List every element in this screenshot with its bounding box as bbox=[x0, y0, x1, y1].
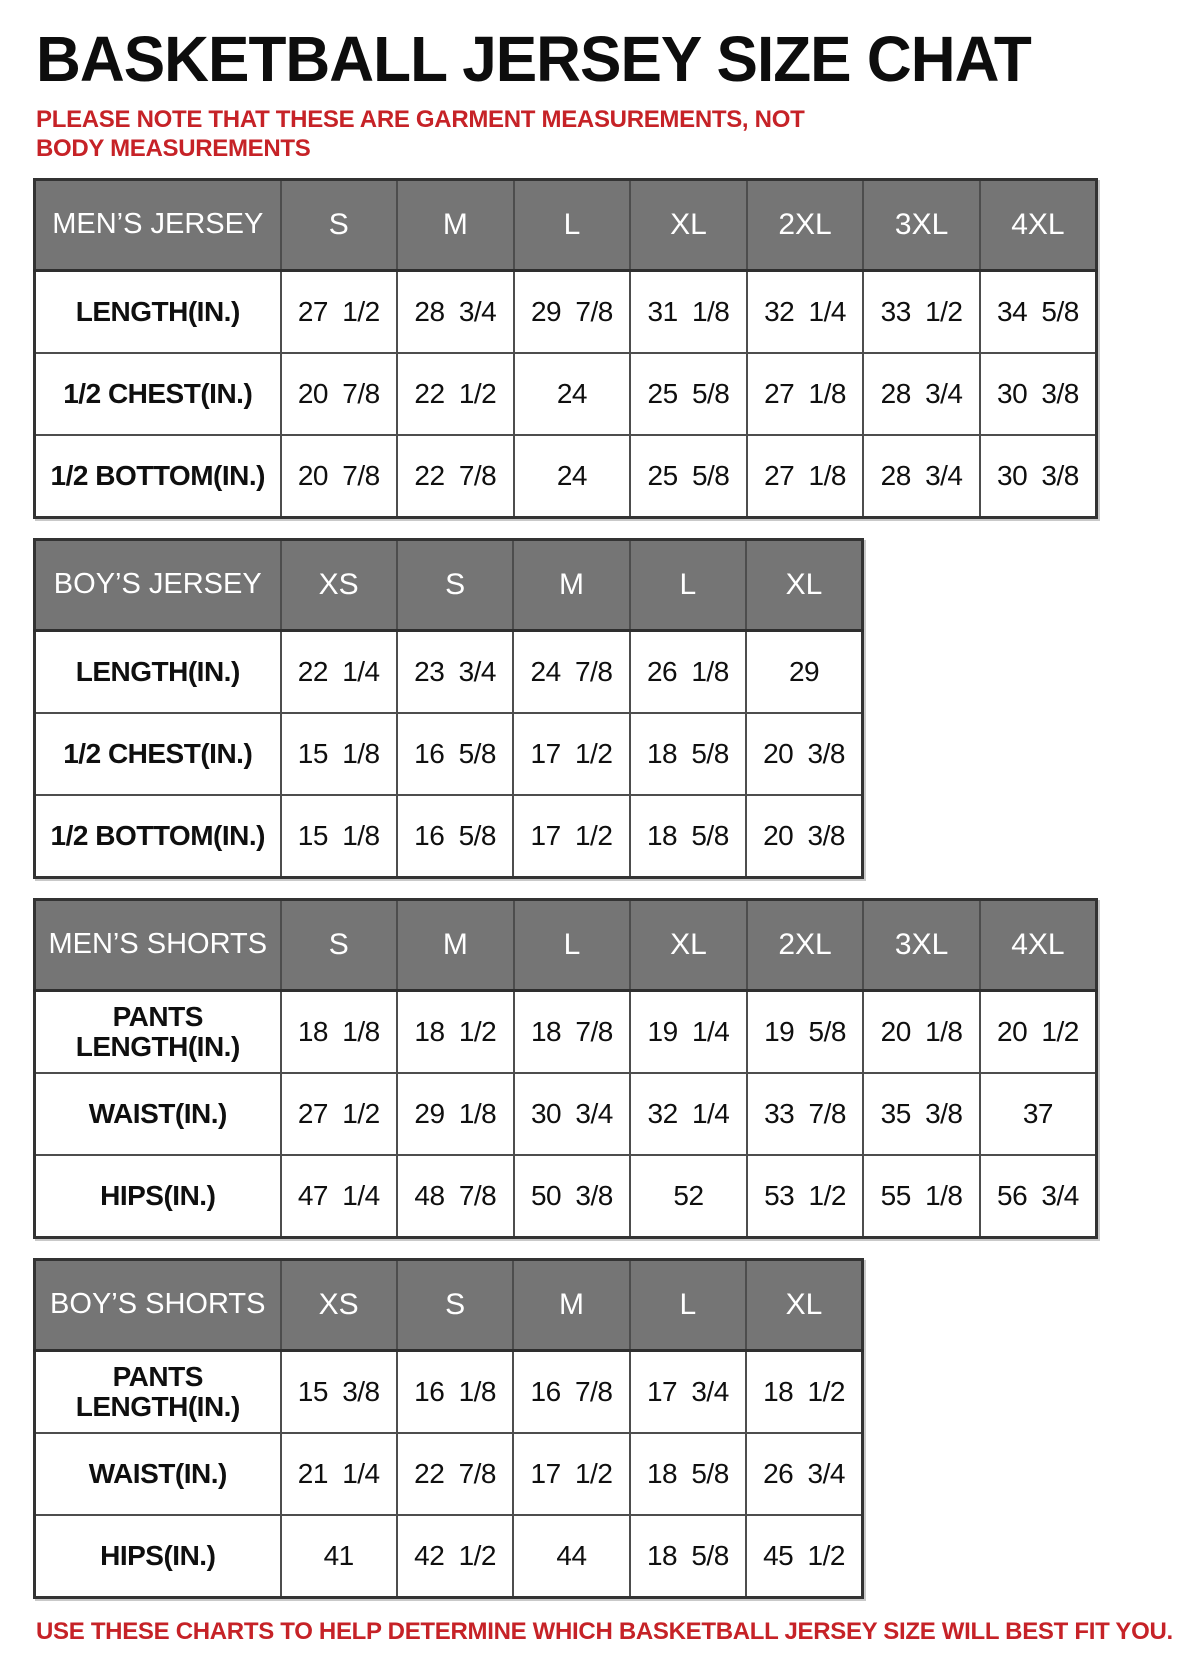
measurement-row bbox=[35, 1515, 863, 1598]
measurement-value-cell: 28 3/4 bbox=[863, 353, 980, 435]
measurement-value-cell: 24 bbox=[514, 353, 631, 435]
measurement-label: WAIST(IN.) bbox=[35, 1073, 281, 1155]
measurement-value-cell: 28 3/4 bbox=[397, 270, 514, 353]
measurement-value-cell: 18 5/8 bbox=[630, 795, 746, 878]
measurement-value-cell: 42 1/2 bbox=[397, 1515, 513, 1598]
boys-jersey-header-row bbox=[35, 539, 863, 630]
size-tables-container bbox=[33, 178, 1170, 1599]
measurement-value-cell: 32 1/4 bbox=[630, 1073, 747, 1155]
measurement-label: PANTS LENGTH(IN.) bbox=[35, 1350, 281, 1433]
mens-shorts-header-row bbox=[35, 899, 1097, 990]
measurement-value-cell: 17 1/2 bbox=[513, 1433, 629, 1515]
boys-jersey-table bbox=[33, 538, 864, 879]
measurement-value-cell: 45 1/2 bbox=[746, 1515, 862, 1598]
size-header-cell: XL bbox=[746, 539, 862, 630]
size-header-cell: S bbox=[397, 539, 513, 630]
measurement-value-cell: 48 7/8 bbox=[397, 1155, 514, 1238]
measurement-label: 1/2 BOTTOM(IN.) bbox=[35, 795, 281, 878]
measurement-label: WAIST(IN.) bbox=[35, 1433, 281, 1515]
measurement-value-cell: 24 7/8 bbox=[513, 630, 629, 713]
measurement-value-cell: 41 bbox=[281, 1515, 397, 1598]
measurement-value-cell: 33 7/8 bbox=[747, 1073, 864, 1155]
size-header-cell: M bbox=[513, 539, 629, 630]
measurement-value-cell: 22 1/2 bbox=[397, 353, 514, 435]
measurement-value-cell: 20 3/8 bbox=[746, 795, 862, 878]
boys-shorts-title-cell: BOY’S SHORTS bbox=[35, 1259, 281, 1350]
measurement-value-cell: 24 bbox=[514, 435, 631, 518]
measurement-value-cell: 18 5/8 bbox=[630, 1433, 746, 1515]
measurement-value-cell: 27 1/8 bbox=[747, 353, 864, 435]
measurement-row bbox=[35, 990, 1097, 1073]
measurement-value-cell: 20 7/8 bbox=[281, 353, 398, 435]
measurement-value-cell: 17 3/4 bbox=[630, 1350, 746, 1433]
measurement-value-cell: 22 7/8 bbox=[397, 435, 514, 518]
measurement-value-cell: 35 3/8 bbox=[863, 1073, 980, 1155]
measurement-label: LENGTH(IN.) bbox=[35, 270, 281, 353]
measurement-value-cell: 26 3/4 bbox=[746, 1433, 862, 1515]
measurement-value-cell: 16 5/8 bbox=[397, 795, 513, 878]
measurement-value-cell: 27 1/8 bbox=[747, 435, 864, 518]
measurement-value-cell: 15 3/8 bbox=[281, 1350, 397, 1433]
measurement-value-cell: 20 1/2 bbox=[980, 990, 1097, 1073]
mens-shorts-title-cell: MEN’S SHORTS bbox=[35, 899, 281, 990]
measurement-value-cell: 30 3/4 bbox=[514, 1073, 631, 1155]
boys-jersey-title-cell: BOY’S JERSEY bbox=[35, 539, 281, 630]
measurement-value-cell: 20 1/8 bbox=[863, 990, 980, 1073]
boys-shorts-table bbox=[33, 1258, 864, 1599]
measurement-value-cell: 30 3/8 bbox=[980, 435, 1097, 518]
measurement-value-cell: 15 1/8 bbox=[281, 795, 397, 878]
measurement-value-cell: 31 1/8 bbox=[630, 270, 747, 353]
size-header-cell: L bbox=[630, 539, 746, 630]
size-header-cell: S bbox=[281, 179, 398, 270]
measurement-value-cell: 17 1/2 bbox=[513, 795, 629, 878]
size-header-cell: S bbox=[397, 1259, 513, 1350]
measurement-row bbox=[35, 270, 1097, 353]
measurement-value-cell: 29 1/8 bbox=[397, 1073, 514, 1155]
measurement-row bbox=[35, 1073, 1097, 1155]
size-header-cell: L bbox=[630, 1259, 746, 1350]
size-header-cell: XS bbox=[281, 539, 397, 630]
measurement-value-cell: 18 5/8 bbox=[630, 713, 746, 795]
size-header-cell: 4XL bbox=[980, 179, 1097, 270]
size-header-cell: XL bbox=[630, 179, 747, 270]
measurement-label: 1/2 CHEST(IN.) bbox=[35, 713, 281, 795]
measurement-value-cell: 18 1/2 bbox=[397, 990, 514, 1073]
measurement-value-cell: 56 3/4 bbox=[980, 1155, 1097, 1238]
measurement-value-cell: 29 bbox=[746, 630, 862, 713]
measurement-row bbox=[35, 713, 863, 795]
measurement-row bbox=[35, 435, 1097, 518]
mens-jersey-title-cell: MEN’S JERSEY bbox=[35, 179, 281, 270]
size-header-cell: XL bbox=[630, 899, 747, 990]
size-header-cell: 4XL bbox=[980, 899, 1097, 990]
mens-jersey-header-row bbox=[35, 179, 1097, 270]
measurement-label: 1/2 CHEST(IN.) bbox=[35, 353, 281, 435]
garment-measurement-note: PLEASE NOTE THAT THESE ARE GARMENT MEASUREMENTS, NOT BODY MEASUREMENTS bbox=[36, 106, 805, 162]
measurement-value-cell: 21 1/4 bbox=[281, 1433, 397, 1515]
measurement-value-cell: 17 1/2 bbox=[513, 713, 629, 795]
measurement-value-cell: 47 1/4 bbox=[281, 1155, 398, 1238]
measurement-value-cell: 18 7/8 bbox=[514, 990, 631, 1073]
size-header-cell: S bbox=[281, 899, 398, 990]
measurement-value-cell: 19 5/8 bbox=[747, 990, 864, 1073]
page-title: BASKETBALL JERSEY SIZE CHAT bbox=[36, 23, 1031, 95]
size-header-cell: L bbox=[514, 899, 631, 990]
measurement-row bbox=[35, 1433, 863, 1515]
measurement-row bbox=[35, 1350, 863, 1433]
size-header-cell: XS bbox=[281, 1259, 397, 1350]
measurement-value-cell: 55 1/8 bbox=[863, 1155, 980, 1238]
measurement-label: LENGTH(IN.) bbox=[35, 630, 281, 713]
measurement-value-cell: 30 3/8 bbox=[980, 353, 1097, 435]
size-header-cell: 2XL bbox=[747, 899, 864, 990]
measurement-label: HIPS(IN.) bbox=[35, 1155, 281, 1238]
measurement-value-cell: 16 1/8 bbox=[397, 1350, 513, 1433]
measurement-value-cell: 28 3/4 bbox=[863, 435, 980, 518]
size-header-cell: 3XL bbox=[863, 899, 980, 990]
measurement-value-cell: 53 1/2 bbox=[747, 1155, 864, 1238]
measurement-value-cell: 18 5/8 bbox=[630, 1515, 746, 1598]
measurement-value-cell: 34 5/8 bbox=[980, 270, 1097, 353]
measurement-value-cell: 16 7/8 bbox=[513, 1350, 629, 1433]
measurement-value-cell: 25 5/8 bbox=[630, 353, 747, 435]
measurement-value-cell: 18 1/8 bbox=[281, 990, 398, 1073]
measurement-value-cell: 20 7/8 bbox=[281, 435, 398, 518]
measurement-label: 1/2 BOTTOM(IN.) bbox=[35, 435, 281, 518]
measurement-value-cell: 20 3/8 bbox=[746, 713, 862, 795]
measurement-value-cell: 27 1/2 bbox=[281, 270, 398, 353]
measurement-value-cell: 18 1/2 bbox=[746, 1350, 862, 1433]
mens-jersey-table bbox=[33, 178, 1098, 519]
size-header-cell: L bbox=[514, 179, 631, 270]
measurement-row bbox=[35, 353, 1097, 435]
measurement-value-cell: 15 1/8 bbox=[281, 713, 397, 795]
measurement-value-cell: 16 5/8 bbox=[397, 713, 513, 795]
measurement-row bbox=[35, 1155, 1097, 1238]
measurement-value-cell: 22 1/4 bbox=[281, 630, 397, 713]
measurement-value-cell: 44 bbox=[513, 1515, 629, 1598]
measurement-value-cell: 23 3/4 bbox=[397, 630, 513, 713]
measurement-value-cell: 22 7/8 bbox=[397, 1433, 513, 1515]
footer-note: USE THESE CHARTS TO HELP DETERMINE WHICH BASKETBALL JERSEY SIZE WILL BEST FIT YOU. bbox=[36, 1617, 1173, 1645]
mens-shorts-table bbox=[33, 898, 1098, 1239]
measurement-value-cell: 37 bbox=[980, 1073, 1097, 1155]
measurement-value-cell: 27 1/2 bbox=[281, 1073, 398, 1155]
measurement-value-cell: 19 1/4 bbox=[630, 990, 747, 1073]
measurement-value-cell: 50 3/8 bbox=[514, 1155, 631, 1238]
measurement-label: PANTS LENGTH(IN.) bbox=[35, 990, 281, 1073]
boys-shorts-header-row bbox=[35, 1259, 863, 1350]
measurement-value-cell: 25 5/8 bbox=[630, 435, 747, 518]
measurement-row bbox=[35, 795, 863, 878]
measurement-value-cell: 26 1/8 bbox=[630, 630, 746, 713]
measurement-value-cell: 33 1/2 bbox=[863, 270, 980, 353]
measurement-value-cell: 32 1/4 bbox=[747, 270, 864, 353]
size-header-cell: M bbox=[397, 179, 514, 270]
measurement-value-cell: 29 7/8 bbox=[514, 270, 631, 353]
measurement-label: HIPS(IN.) bbox=[35, 1515, 281, 1598]
measurement-row bbox=[35, 630, 863, 713]
size-header-cell: 2XL bbox=[747, 179, 864, 270]
size-header-cell: M bbox=[397, 899, 514, 990]
size-header-cell: XL bbox=[746, 1259, 862, 1350]
size-header-cell: M bbox=[513, 1259, 629, 1350]
size-header-cell: 3XL bbox=[863, 179, 980, 270]
measurement-value-cell: 52 bbox=[630, 1155, 747, 1238]
